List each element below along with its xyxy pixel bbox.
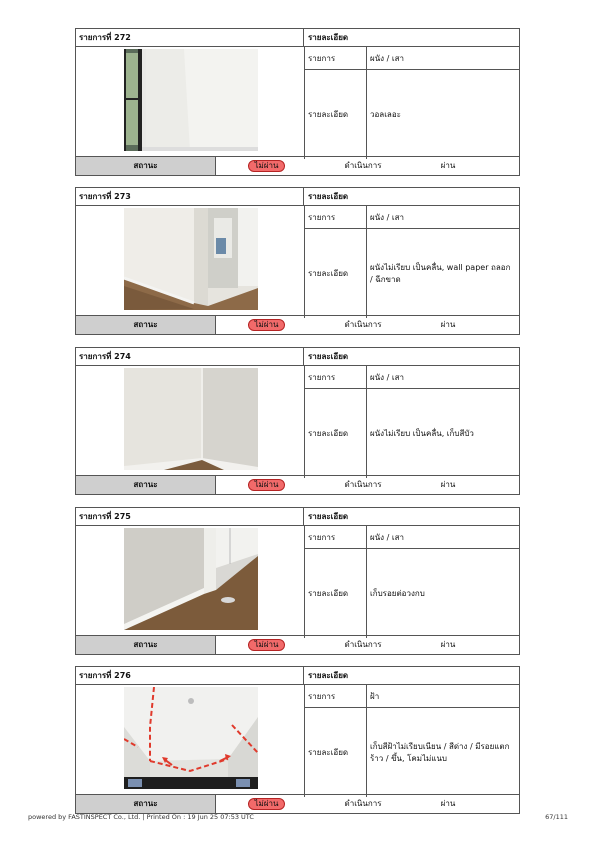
detail-key-text: รายละเอียด	[308, 269, 349, 278]
detail-value-text: ผนังไม่เรียบ เป็นคลื่น, เก็บสีบัว	[370, 428, 474, 438]
detail-key	[305, 229, 367, 318]
record-header	[76, 667, 519, 685]
status-fail-badge[interactable]: ไม่ผ่าน	[248, 798, 285, 810]
item-value: ผนัง / เสา	[367, 47, 519, 70]
white-wall-with-window-photo[interactable]	[124, 49, 258, 151]
status-label: สถานะ	[76, 795, 216, 813]
record-header	[76, 508, 519, 526]
status-in-progress[interactable]: ดำเนินการ	[344, 480, 382, 489]
inspection-record-274	[75, 347, 520, 495]
detail-header: รายละเอียด	[308, 512, 349, 521]
detail-value	[367, 389, 519, 478]
status-fail-badge[interactable]: ไม่ผ่าน	[248, 160, 285, 172]
detail-header: รายละเอียด	[308, 352, 349, 361]
detail-header: รายละเอียด	[308, 671, 349, 680]
item-key: รายการ	[305, 685, 367, 708]
detail-value	[367, 708, 519, 797]
photo-cell	[76, 526, 305, 638]
detail-key	[305, 70, 367, 159]
record-header	[76, 29, 519, 47]
status-label: สถานะ	[76, 157, 216, 175]
detail-key-text: รายละเอียด	[308, 748, 349, 757]
record-number: รายการที่ 276	[76, 667, 304, 684]
record-header	[76, 348, 519, 366]
detail-key-text: รายละเอียด	[308, 429, 349, 438]
status-pass[interactable]: ผ่าน	[440, 799, 456, 808]
status-pass[interactable]: ผ่าน	[440, 480, 456, 489]
inspection-record-273	[75, 187, 520, 335]
detail-value-text: วอลเลอะ	[370, 109, 401, 119]
photo-cell	[76, 47, 305, 159]
page-number: 67/111	[545, 813, 568, 821]
status-row	[76, 794, 519, 813]
status-in-progress[interactable]: ดำเนินการ	[344, 320, 382, 329]
door-frame-and-skirting-photo[interactable]	[124, 528, 258, 630]
ceiling-with-red-marked-defects-photo[interactable]	[124, 687, 258, 789]
status-fail-badge[interactable]: ไม่ผ่าน	[248, 479, 285, 491]
status-row	[76, 635, 519, 654]
item-key: รายการ	[305, 47, 367, 70]
detail-header: รายละเอียด	[308, 33, 349, 42]
status-row	[76, 315, 519, 334]
detail-value-text: เก็บสีฝ้าไม่เรียบเนียน / สีด่าง / มีรอยแตกร้าว / ขึ้น, โคมไม่แนบ	[370, 741, 510, 763]
wall-corner-with-skirting-photo[interactable]	[124, 368, 258, 470]
status-row	[76, 475, 519, 494]
inspection-record-272	[75, 28, 520, 176]
status-in-progress[interactable]: ดำเนินการ	[344, 640, 382, 649]
detail-header: รายละเอียด	[308, 192, 349, 201]
record-number: รายการที่ 272	[76, 29, 304, 46]
status-pass[interactable]: ผ่าน	[440, 161, 456, 170]
record-number: รายการที่ 275	[76, 508, 304, 525]
status-fail-badge[interactable]: ไม่ผ่าน	[248, 319, 285, 331]
item-value: ผนัง / เสา	[367, 366, 519, 389]
photo-cell	[76, 366, 305, 478]
record-header	[76, 188, 519, 206]
item-key: รายการ	[305, 206, 367, 229]
detail-value	[367, 229, 519, 318]
detail-key	[305, 389, 367, 478]
status-row	[76, 156, 519, 175]
detail-value-text: เก็บรอยต่อวงกบ	[370, 588, 425, 598]
inspection-record-276	[75, 666, 520, 814]
photo-cell	[76, 206, 305, 318]
item-key: รายการ	[305, 366, 367, 389]
detail-key-text: รายละเอียด	[308, 589, 349, 598]
detail-value-text: ผนังไม่เรียบ เป็นคลื่น, wall paper ถลอก / ฉีกขาด	[370, 262, 511, 284]
detail-key	[305, 708, 367, 797]
status-fail-badge[interactable]: ไม่ผ่าน	[248, 639, 285, 651]
item-value: ผนัง / เสา	[367, 206, 519, 229]
item-value: ฝ้า	[367, 685, 519, 708]
detail-value	[367, 70, 519, 159]
status-pass[interactable]: ผ่าน	[440, 640, 456, 649]
corner-wall-with-bathroom-doorway-photo[interactable]	[124, 208, 258, 310]
item-key: รายการ	[305, 526, 367, 549]
status-pass[interactable]: ผ่าน	[440, 320, 456, 329]
detail-key-text: รายละเอียด	[308, 110, 349, 119]
detail-value	[367, 549, 519, 638]
inspection-record-275	[75, 507, 520, 655]
status-label: สถานะ	[76, 316, 216, 334]
record-number: รายการที่ 274	[76, 348, 304, 365]
status-label: สถานะ	[76, 476, 216, 494]
record-number: รายการที่ 273	[76, 188, 304, 205]
footer-credit: powered by FASTINSPECT Co., Ltd. | Printed On : 19 Jun 25 07:53 UTC	[28, 813, 254, 821]
detail-key	[305, 549, 367, 638]
photo-cell	[76, 685, 305, 797]
status-in-progress[interactable]: ดำเนินการ	[344, 799, 382, 808]
item-value: ผนัง / เสา	[367, 526, 519, 549]
status-label: สถานะ	[76, 636, 216, 654]
status-in-progress[interactable]: ดำเนินการ	[344, 161, 382, 170]
